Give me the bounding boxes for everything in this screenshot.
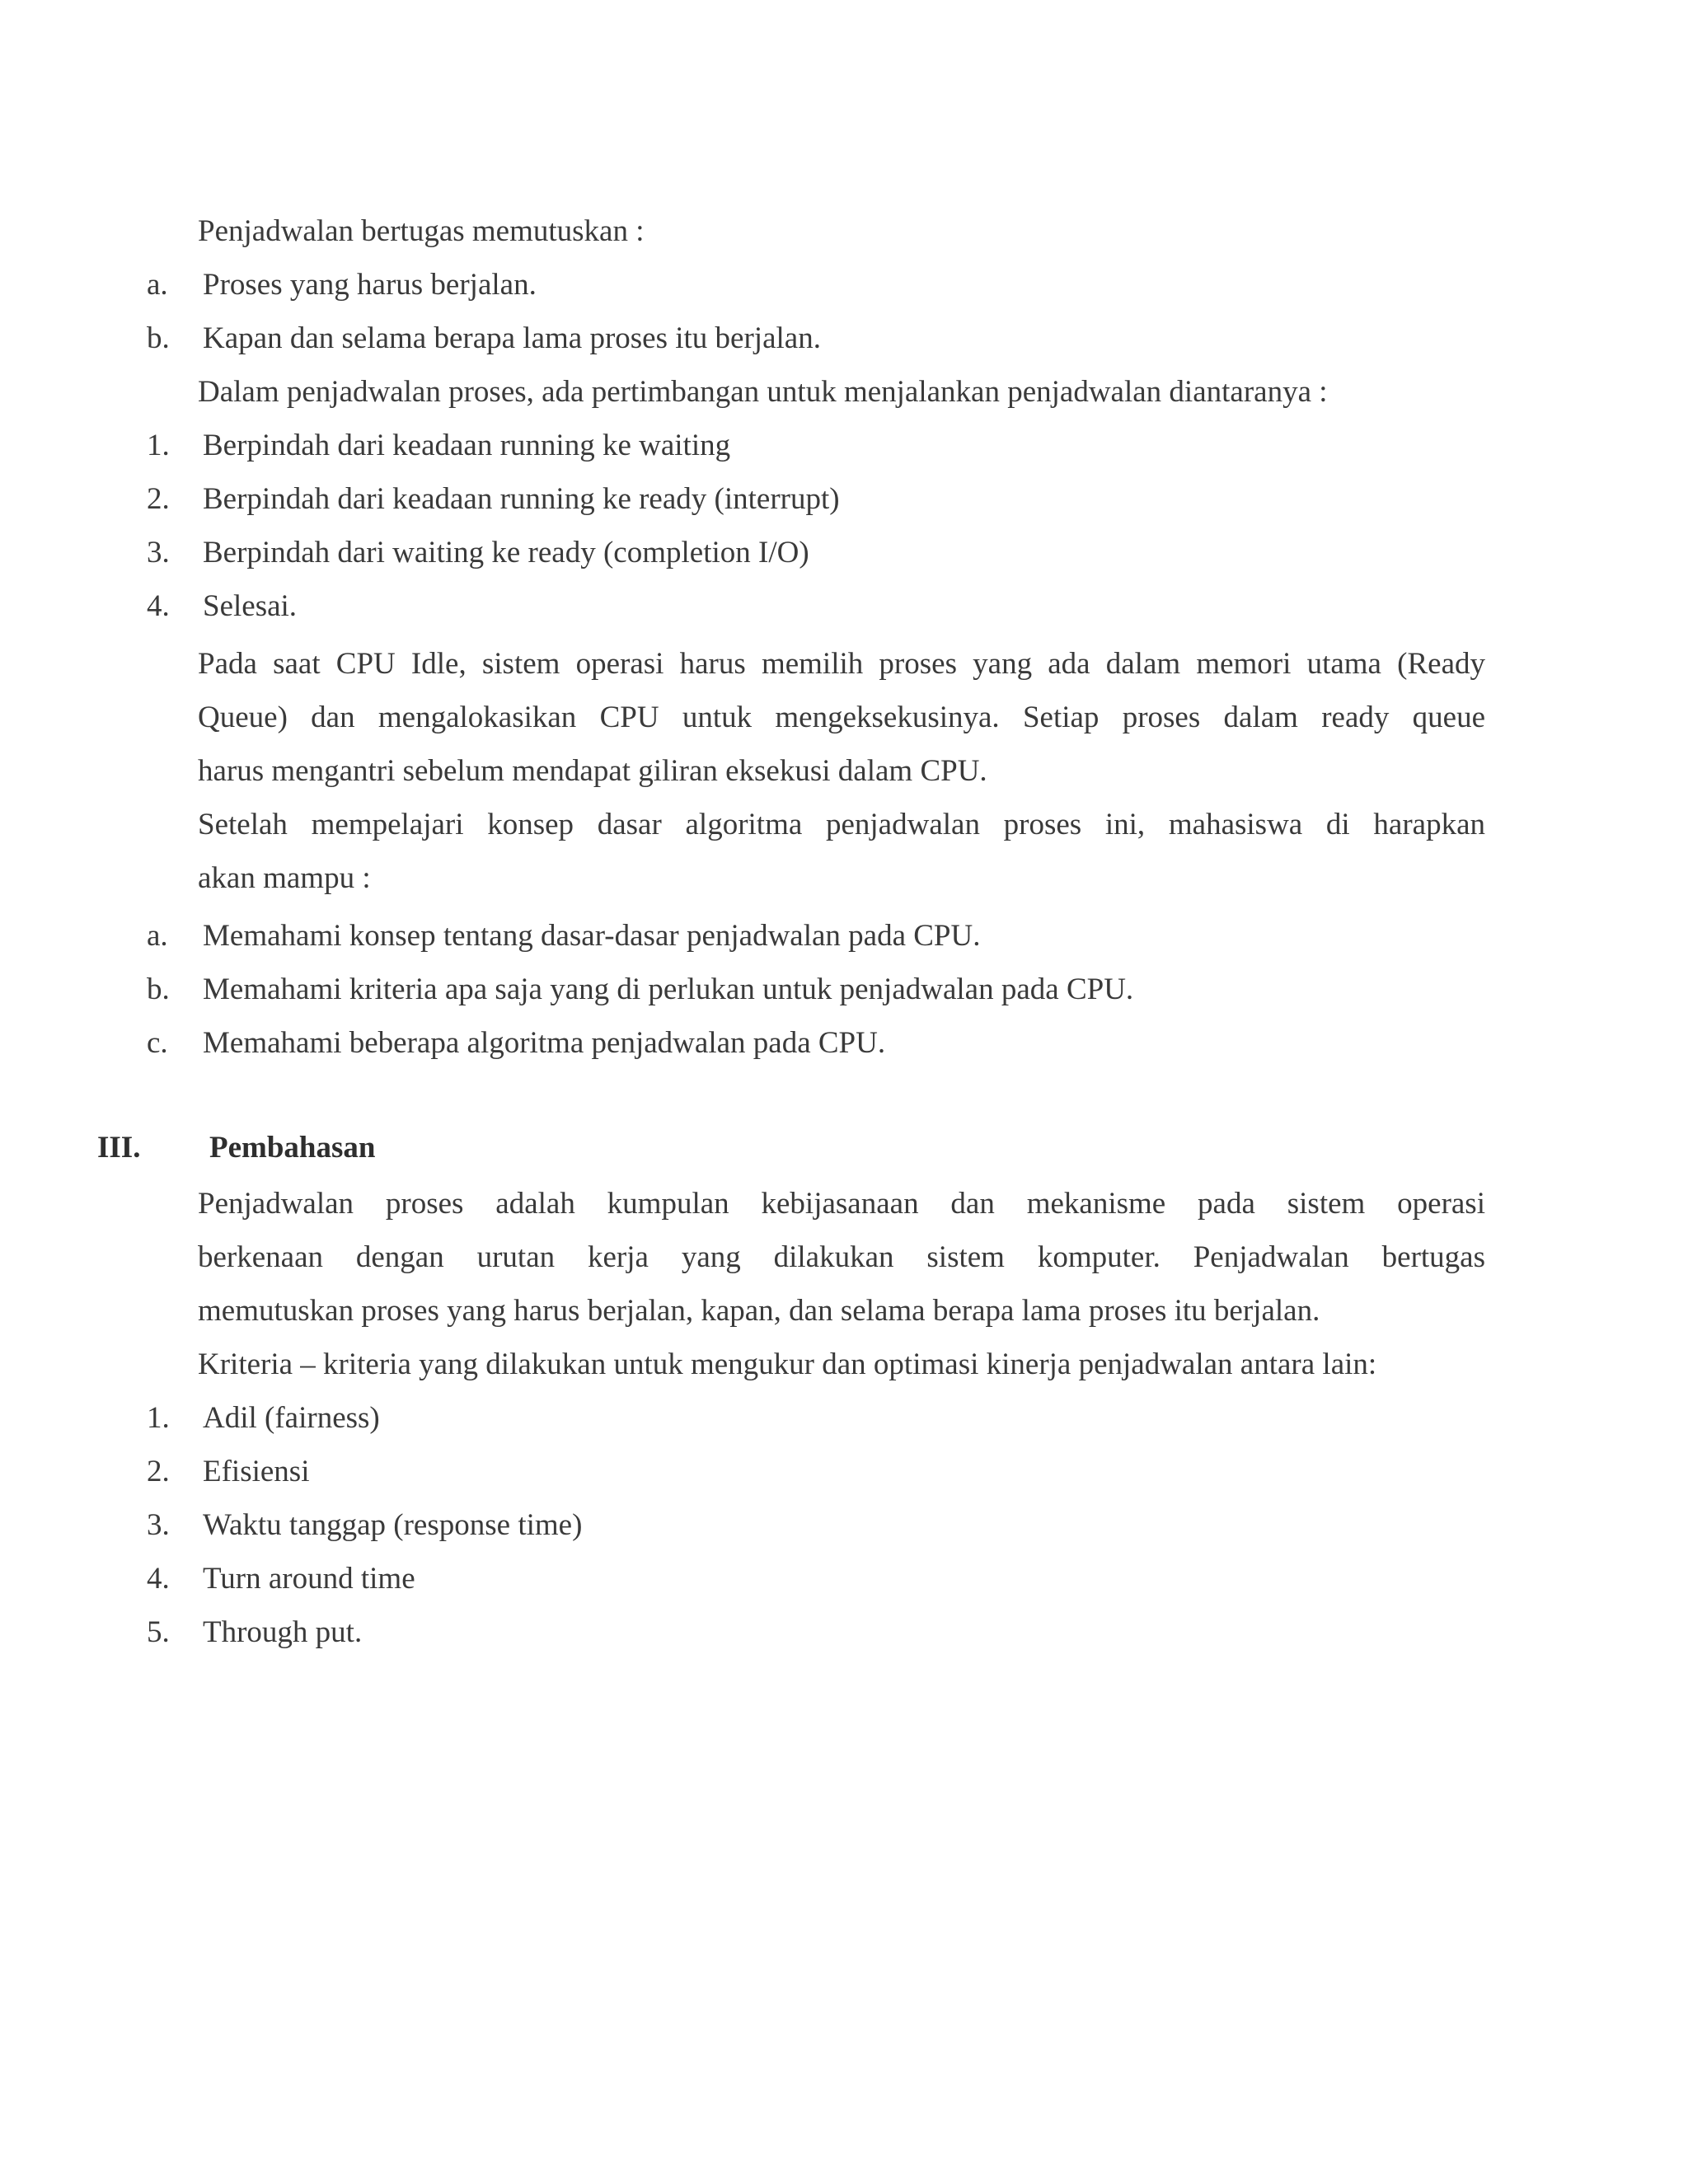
paragraph-considerations: Dalam penjadwalan proses, ada pertimbangan untuk menjalankan penjadwalan diantaranya : bbox=[198, 375, 1328, 409]
paragraph-intro: Penjadwalan bertugas memutuskan : bbox=[198, 214, 645, 248]
paragraph-objectives-line: Setelah mempelajari konsep dasar algoritma penjadwalan proses ini, mahasiswa di harapkan bbox=[198, 808, 1485, 841]
list-item-text: Berpindah dari keadaan running ke ready (interrupt) bbox=[203, 482, 840, 516]
list-marker: 2. bbox=[147, 482, 170, 516]
list-item-text: Efisiensi bbox=[203, 1455, 310, 1488]
paragraph-definition-line: memutuskan proses yang harus berjalan, kapan, dan selama berapa lama proses itu berjalan. bbox=[198, 1294, 1320, 1328]
list-item-text: Adil (fairness) bbox=[203, 1401, 380, 1435]
list-marker: 4. bbox=[147, 1562, 170, 1596]
list-item-text: Kapan dan selama berapa lama proses itu berjalan. bbox=[203, 321, 821, 355]
list-item-text: Berpindah dari waiting ke ready (completion I/O) bbox=[203, 536, 809, 569]
paragraph-objectives-line: akan mampu : bbox=[198, 861, 371, 895]
paragraph-criteria: Kriteria – kriteria yang dilakukan untuk mengukur dan optimasi kinerja penjadwalan antara lain: bbox=[198, 1347, 1377, 1381]
list-item-text: Waktu tanggap (response time) bbox=[203, 1508, 583, 1542]
section-number: III. bbox=[97, 1131, 141, 1165]
paragraph-cpu-idle-line: harus mengantri sebelum mendapat giliran eksekusi dalam CPU. bbox=[198, 754, 987, 788]
list-marker: 1. bbox=[147, 429, 170, 462]
paragraph-cpu-idle-line: Pada saat CPU Idle, sistem operasi harus memilih proses yang ada dalam memori utama (Ready bbox=[198, 647, 1485, 681]
paragraph-cpu-idle-line: Queue) dan mengalokasikan CPU untuk mengeksekusinya. Setiap proses dalam ready queue bbox=[198, 701, 1485, 734]
list-marker: 1. bbox=[147, 1401, 170, 1435]
list-marker: 5. bbox=[147, 1615, 170, 1649]
paragraph-definition-line: berkenaan dengan urutan kerja yang dilakukan sistem komputer. Penjadwalan bertugas bbox=[198, 1240, 1485, 1274]
list-item-text: Memahami kriteria apa saja yang di perlukan untuk penjadwalan pada CPU. bbox=[203, 972, 1134, 1006]
list-marker: 2. bbox=[147, 1455, 170, 1488]
list-marker: a. bbox=[147, 919, 168, 953]
list-item-text: Proses yang harus berjalan. bbox=[203, 268, 537, 302]
list-marker: 4. bbox=[147, 589, 170, 623]
list-item-text: Memahami konsep tentang dasar-dasar penjadwalan pada CPU. bbox=[203, 919, 981, 953]
list-marker: b. bbox=[147, 321, 170, 355]
list-item-text: Through put. bbox=[203, 1615, 363, 1649]
list-item-text: Selesai. bbox=[203, 589, 298, 623]
list-marker: b. bbox=[147, 972, 170, 1006]
list-marker: c. bbox=[147, 1026, 168, 1060]
list-item-text: Berpindah dari keadaan running ke waiting bbox=[203, 429, 731, 462]
list-marker: a. bbox=[147, 268, 168, 302]
list-item-text: Memahami beberapa algoritma penjadwalan pada CPU. bbox=[203, 1026, 886, 1060]
paragraph-definition-line: Penjadwalan proses adalah kumpulan kebijasanaan dan mekanisme pada sistem operasi bbox=[198, 1187, 1485, 1221]
list-marker: 3. bbox=[147, 536, 170, 569]
section-title: Pembahasan bbox=[209, 1131, 376, 1165]
list-marker: 3. bbox=[147, 1508, 170, 1542]
list-item-text: Turn around time bbox=[203, 1562, 415, 1596]
